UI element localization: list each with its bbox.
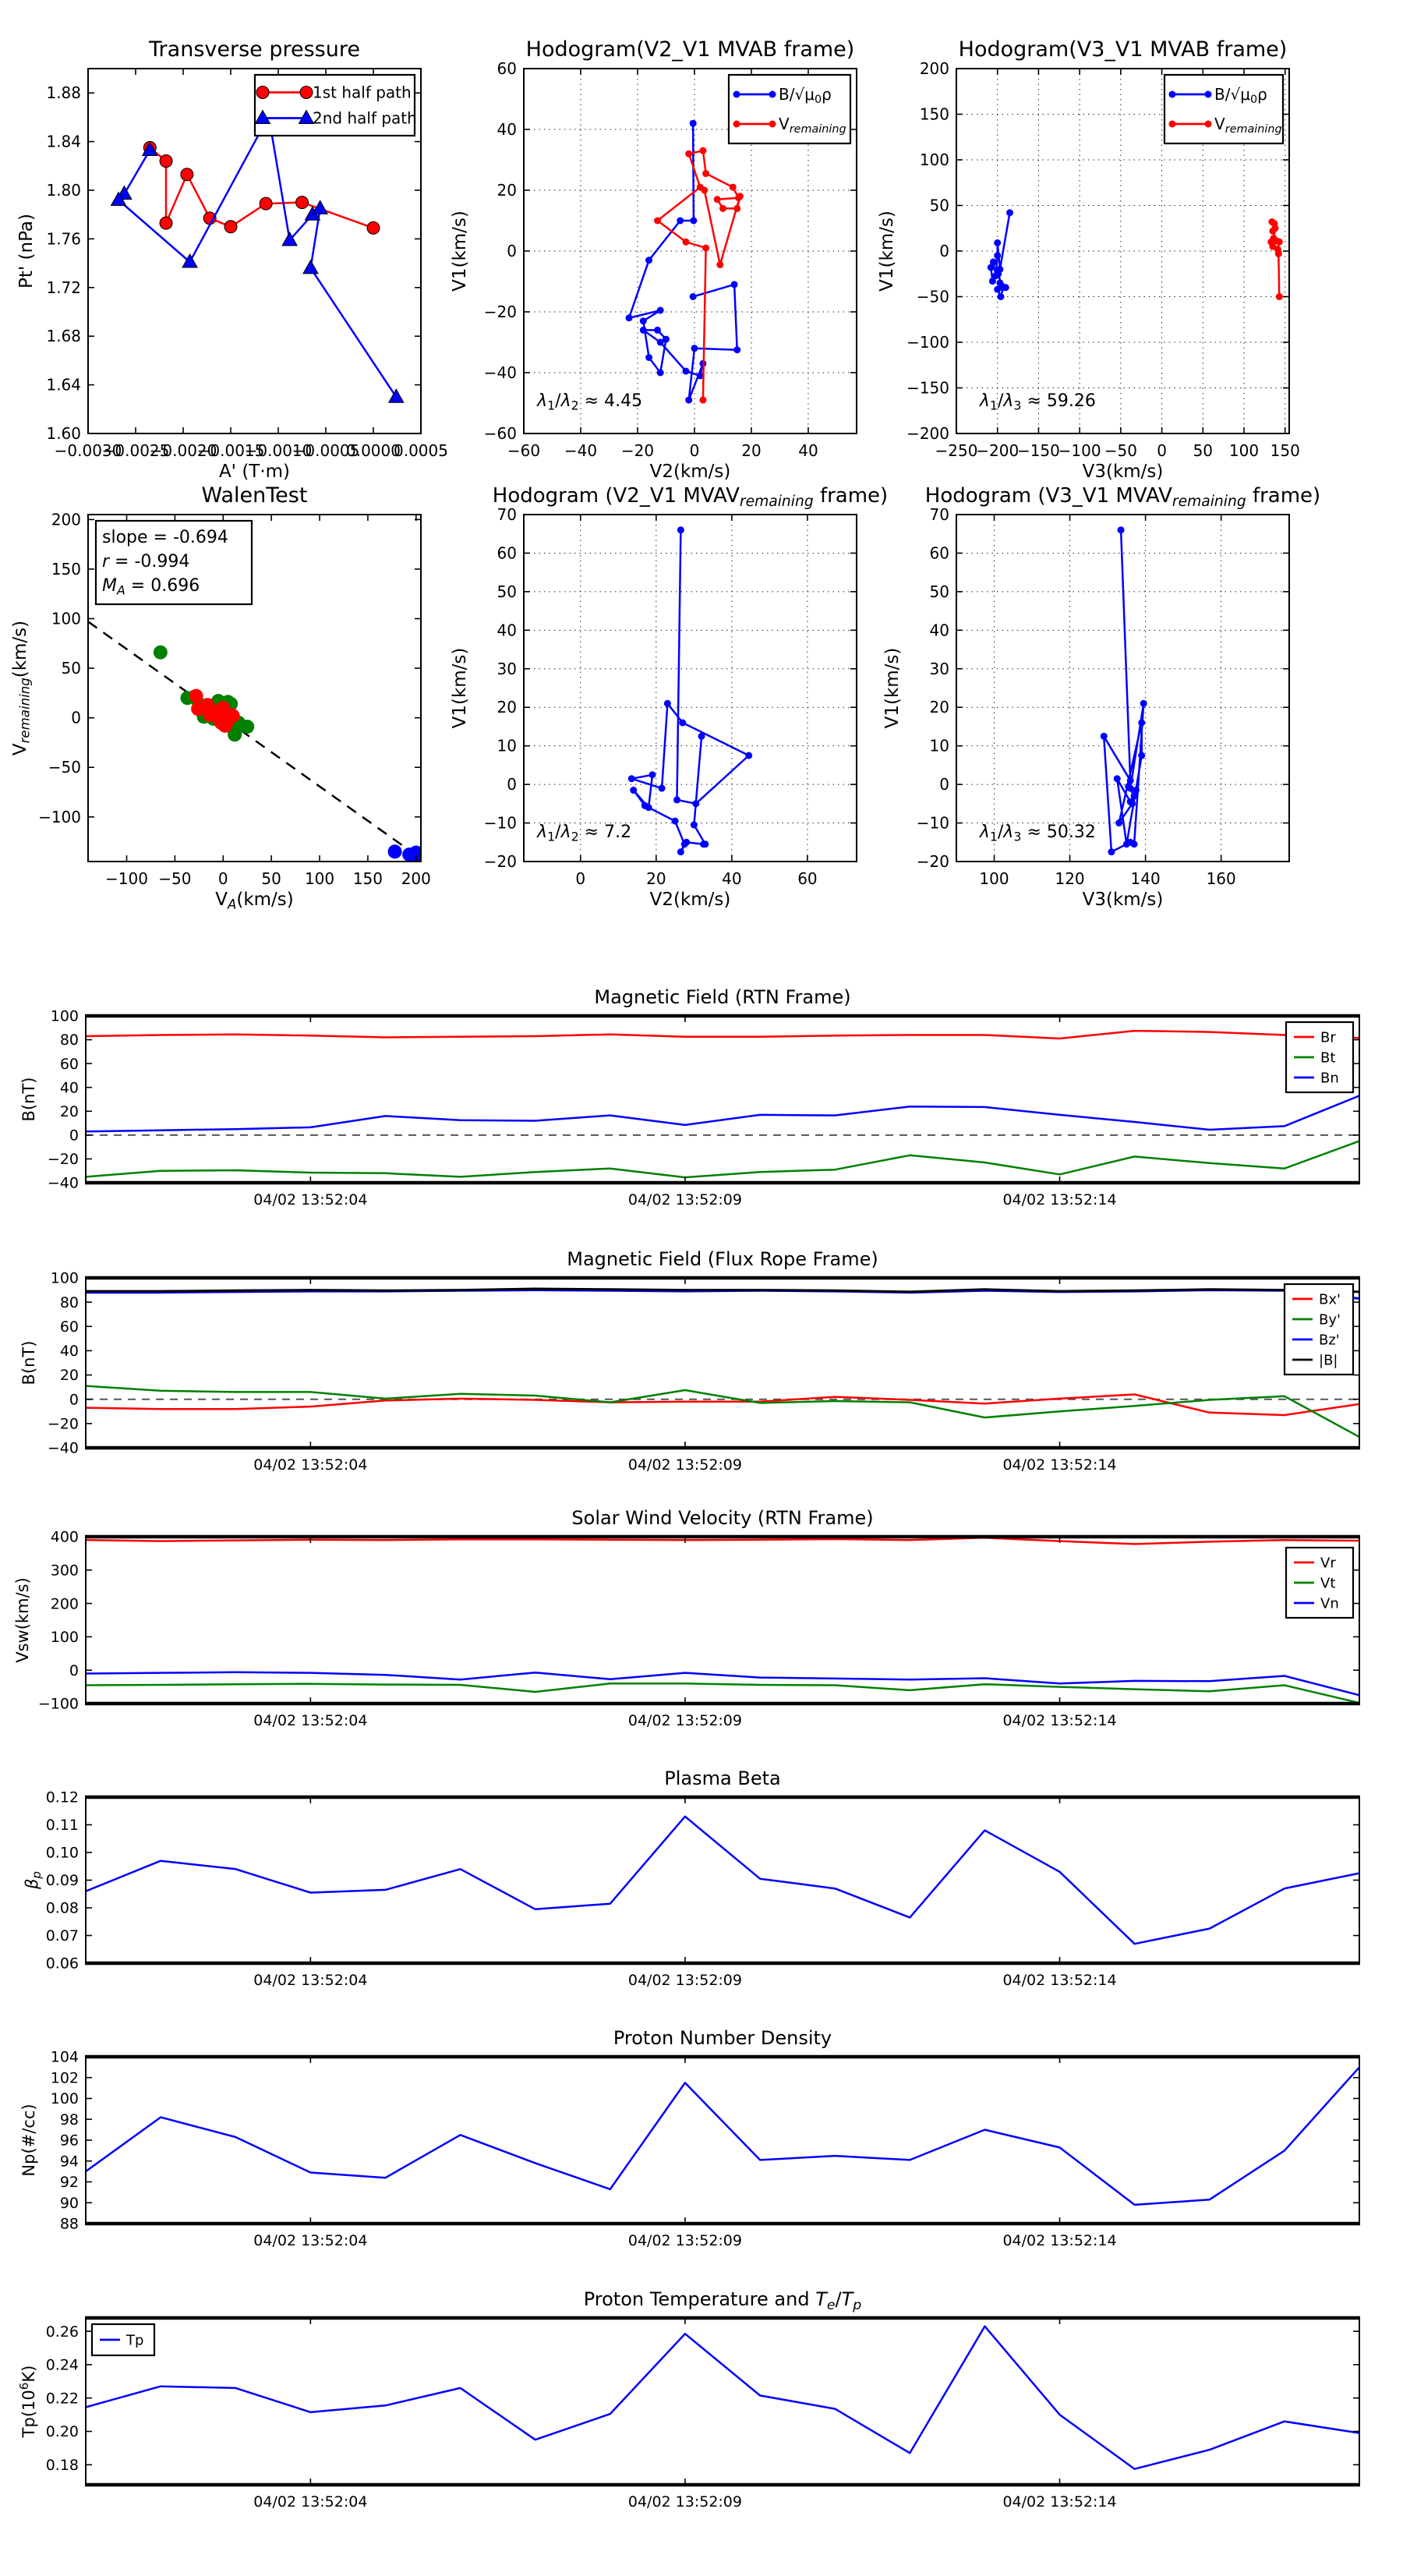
y-tick-label: 40 <box>497 621 517 640</box>
series-line-V path <box>1104 530 1143 852</box>
series-line-Np <box>86 2067 1359 2205</box>
series-line-Vr <box>86 1537 1359 1544</box>
series-group <box>988 209 1283 300</box>
axes-frame <box>86 1537 1359 1704</box>
x-axis-label: V3(km/s) <box>1082 462 1164 482</box>
y-tick-label: 10 <box>497 736 517 755</box>
y-tick-label: 0 <box>69 1391 79 1409</box>
x-axis-label: VA(km/s) <box>215 890 294 912</box>
series-line-1st half path <box>150 147 373 228</box>
y-tick-label: 0 <box>507 242 517 260</box>
y-axis-label: Vremaining(km/s) <box>10 620 33 756</box>
x-tick-label: 20 <box>646 869 666 888</box>
x-tick-label: 04/02 13:52:04 <box>253 1972 368 1989</box>
series-group <box>86 1289 1359 1437</box>
y-tick-label: 90 <box>59 2194 79 2212</box>
chart-vsw_rtn <box>13 1507 1360 1729</box>
y-axis-label: V1(km/s) <box>450 647 470 729</box>
y-tick-label: 0 <box>939 775 949 794</box>
legend <box>1285 1284 1353 1375</box>
x-tick-label: 04/02 13:52:14 <box>1002 2232 1117 2249</box>
x-tick-label: 04/02 13:52:14 <box>1002 1456 1117 1474</box>
y-tick-label: −50 <box>48 758 81 777</box>
y-tick-label: 30 <box>929 659 949 678</box>
x-tick-label: −0.0015 <box>196 441 265 460</box>
x-tick-label: 04/02 13:52:09 <box>627 1191 743 1208</box>
y-tick-label: 100 <box>50 1269 79 1287</box>
y-tick-label: 102 <box>50 2069 79 2087</box>
y-tick-label: 150 <box>51 559 81 579</box>
x-axis-label: V2(km/s) <box>649 462 731 482</box>
x-tick-label: 200 <box>401 869 431 888</box>
x-axis-label: A' (T·m) <box>218 462 291 482</box>
y-tick-label: 60 <box>497 59 517 78</box>
y-tick-label: 70 <box>497 505 517 524</box>
y-tick-label: 40 <box>59 1343 79 1361</box>
x-tick-label: 04/02 13:52:14 <box>1002 1191 1117 1208</box>
chart-b_rtn <box>19 986 1360 1208</box>
legend <box>255 75 417 136</box>
y-tick-label: 400 <box>50 1528 79 1546</box>
chart-title: Transverse pressure <box>149 37 360 62</box>
legend-label: Tp <box>126 2332 144 2349</box>
series-line-Bt <box>86 1141 1359 1178</box>
x-tick-label: 04/02 13:52:04 <box>253 1191 368 1208</box>
legend-label: Vn <box>1320 1595 1339 1612</box>
y-tick-label: 1.72 <box>46 278 81 297</box>
series-group <box>86 2327 1359 2469</box>
x-tick-label: −150 <box>1016 441 1060 460</box>
y-axis-label: B(nT) <box>19 1340 38 1385</box>
y-axis-label: V1(km/s) <box>877 211 897 292</box>
x-tick-label: 0.0005 <box>394 441 448 460</box>
legend-label: $B/√\mu_0\rho$ <box>779 85 832 106</box>
x-tick-label: 04/02 13:52:04 <box>253 1456 368 1474</box>
x-tick-label: 0 <box>217 869 228 888</box>
stats-line: r = -0.994 <box>102 552 190 571</box>
x-tick-label: 50 <box>1193 441 1214 460</box>
x-tick-label: −0.0025 <box>101 441 170 460</box>
x-tick-label: −100 <box>1058 441 1101 460</box>
y-tick-label: 80 <box>59 1293 79 1311</box>
x-tick-label: 140 <box>1130 869 1161 888</box>
y-tick-label: −20 <box>483 303 517 321</box>
series-line-Vt <box>86 1683 1359 1703</box>
series-group <box>1101 526 1147 855</box>
axes-frame <box>524 515 857 862</box>
y-tick-label: 40 <box>497 120 517 139</box>
y-tick-label: −10 <box>483 813 517 833</box>
legend-label: $B/√\mu_0\rho$ <box>1214 85 1267 106</box>
y-tick-label: 0 <box>939 242 949 260</box>
y-tick-label: −40 <box>483 363 517 382</box>
y-tick-label: 150 <box>919 104 949 124</box>
chart-title: Hodogram (V3_V1 $MVAV_{remaining}$ frame) <box>924 484 1321 511</box>
chart-transverse_pressure <box>16 37 448 482</box>
axes-frame <box>86 1278 1359 1448</box>
legend-label: Vt <box>1320 1575 1336 1592</box>
x-tick-label: 160 <box>1206 869 1236 888</box>
axes-frame <box>86 2057 1359 2224</box>
y-tick-label: 0.07 <box>45 1927 79 1945</box>
y-tick-label: 0 <box>71 708 81 727</box>
chart-title: Hodogram(V3_V1 MVAB frame) <box>958 37 1288 62</box>
y-tick-label: 0.22 <box>45 2390 79 2408</box>
x-tick-label: 0 <box>689 441 700 460</box>
x-tick-label: 100 <box>304 869 335 888</box>
y-tick-label: 1.76 <box>46 229 81 249</box>
legend-label: |B| <box>1319 1352 1338 1369</box>
y-tick-label: 0.26 <box>45 2323 79 2341</box>
legend-label: Vr <box>1320 1555 1336 1572</box>
y-tick-label: −200 <box>906 424 949 443</box>
y-axis-label: Vsw(km/s) <box>13 1577 32 1663</box>
y-tick-label: −40 <box>47 1174 79 1192</box>
y-tick-label: −10 <box>916 813 949 833</box>
y-tick-label: 1.64 <box>46 375 81 395</box>
legend-label: Bn <box>1320 1070 1339 1087</box>
x-tick-label: 04/02 13:52:04 <box>253 2493 368 2511</box>
chart-plasma_beta <box>23 1767 1360 1989</box>
y-axis-label: V1(km/s) <box>882 647 903 729</box>
y-tick-label: 0.24 <box>45 2356 79 2374</box>
series-group <box>111 108 404 402</box>
legend-label: $V_{remaining}$ <box>1214 115 1282 136</box>
chart-title: Proton Temperature and Te/Tp <box>583 2288 862 2313</box>
x-tick-label: 04/02 13:52:09 <box>627 1972 743 1989</box>
chart-hodogram_v2v1_mvav <box>450 484 888 910</box>
series-line-Br <box>86 1031 1359 1039</box>
series-line-Tp <box>86 2327 1359 2469</box>
y-tick-label: 0 <box>69 1127 79 1145</box>
chart-title: Magnetic Field (RTN Frame) <box>594 986 851 1008</box>
chart-title: Plasma Beta <box>664 1767 781 1789</box>
x-tick-label: 04/02 13:52:14 <box>1002 1972 1117 1989</box>
y-tick-label: 200 <box>919 59 949 78</box>
x-tick-label: 04/02 13:52:09 <box>627 2493 743 2511</box>
axes-frame <box>86 1016 1359 1183</box>
y-tick-label: 0 <box>507 775 517 794</box>
series-group <box>86 1817 1359 1944</box>
chart-title: Hodogram (V2_V1 $MVAV_{remaining}$ frame) <box>492 484 889 511</box>
y-tick-label: −150 <box>906 378 949 398</box>
x-tick-label: −0.0010 <box>244 441 313 460</box>
chart-hodogram_v2v1_mvab <box>450 37 857 482</box>
lambda-annotation: $\lambda_1/\lambda_3 \approx 59.26$ <box>979 391 1096 413</box>
y-tick-label: 60 <box>929 543 949 563</box>
x-tick-label: 04/02 13:52:09 <box>627 2232 743 2249</box>
y-tick-label: 40 <box>929 621 949 640</box>
x-tick-label: −100 <box>105 869 148 888</box>
stats-line: slope = -0.694 <box>102 528 228 547</box>
legend-label: $V_{remaining}$ <box>779 115 846 136</box>
legend-label: By' <box>1319 1311 1341 1329</box>
series-line-fit line <box>88 621 421 858</box>
y-axis-label: Np(#/cc) <box>19 2104 38 2177</box>
chart-hodogram_v3v1_mvab <box>877 37 1300 482</box>
x-tick-label: 150 <box>352 869 383 888</box>
y-tick-label: −60 <box>483 424 517 443</box>
y-tick-label: −20 <box>47 1151 79 1169</box>
y-tick-label: 20 <box>59 1102 79 1120</box>
y-tick-label: 98 <box>59 2111 79 2128</box>
stats-box <box>96 521 252 604</box>
series-line-Bn <box>86 1095 1359 1131</box>
x-tick-label: −0.0020 <box>149 441 217 460</box>
legend-label: Bx' <box>1319 1291 1341 1308</box>
x-tick-label: 04/02 13:52:09 <box>627 1456 743 1474</box>
x-tick-label: −0.0005 <box>292 441 360 460</box>
x-tick-label: −200 <box>976 441 1020 460</box>
series-line-By' <box>86 1386 1359 1437</box>
lambda-annotation: $\lambda_1/\lambda_2 \approx 4.45$ <box>537 391 643 413</box>
x-tick-label: −60 <box>507 441 541 460</box>
series-group <box>88 621 427 865</box>
series-group <box>86 1031 1359 1177</box>
y-tick-label: 50 <box>929 582 949 601</box>
y-tick-label: 100 <box>50 1007 79 1025</box>
y-tick-label: 20 <box>497 698 517 717</box>
series-group <box>86 2067 1359 2205</box>
y-axis-label: V1(km/s) <box>450 211 470 292</box>
legend <box>1286 1548 1353 1618</box>
stats-line: $M_A = 0.696$ <box>102 576 200 598</box>
series-group <box>628 526 752 855</box>
y-tick-label: 92 <box>59 2174 79 2192</box>
y-tick-label: 80 <box>59 1031 79 1049</box>
x-tick-label: −20 <box>620 441 655 460</box>
x-tick-label: 60 <box>797 869 818 888</box>
x-tick-label: 150 <box>1270 441 1300 460</box>
y-tick-label: 94 <box>59 2153 79 2171</box>
chart-b_fluxrope <box>19 1248 1360 1474</box>
y-tick-label: 70 <box>929 505 949 524</box>
y-tick-label: 20 <box>929 698 949 717</box>
x-tick-label: −40 <box>564 441 598 460</box>
x-tick-label: 100 <box>979 869 1009 888</box>
y-axis-label: Pt' (nPa) <box>16 214 37 288</box>
x-tick-label: 04/02 13:52:04 <box>253 2232 368 2249</box>
y-tick-label: −50 <box>916 287 949 306</box>
y-tick-label: −100 <box>906 333 949 352</box>
x-tick-label: 40 <box>798 441 818 460</box>
axes-frame <box>86 1797 1359 1963</box>
y-tick-label: 20 <box>59 1367 79 1385</box>
y-tick-label: 60 <box>59 1318 79 1336</box>
y-tick-label: 10 <box>929 736 949 755</box>
legend-label: 2nd half path <box>313 108 417 128</box>
y-tick-label: −20 <box>916 852 949 871</box>
y-tick-label: 0.11 <box>45 1817 79 1835</box>
y-tick-label: 104 <box>50 2048 79 2066</box>
lambda-annotation: $\lambda_1/\lambda_3 \approx 50.32$ <box>979 822 1096 844</box>
y-tick-label: 30 <box>497 659 517 678</box>
y-tick-label: 100 <box>50 2090 79 2108</box>
x-tick-label: −250 <box>935 441 978 460</box>
y-tick-label: 60 <box>59 1055 79 1073</box>
y-tick-label: 200 <box>51 510 81 529</box>
x-axis-label: V2(km/s) <box>649 890 731 910</box>
y-tick-label: 50 <box>497 582 517 601</box>
x-tick-label: 04/02 13:52:14 <box>1002 2493 1117 2511</box>
x-tick-label: 04/02 13:52:14 <box>1002 1712 1117 1729</box>
legend <box>1286 1022 1353 1092</box>
legend <box>729 75 850 143</box>
y-tick-label: 100 <box>51 609 81 628</box>
x-tick-label: −50 <box>158 869 192 888</box>
legend <box>92 2324 154 2355</box>
y-tick-label: 0.06 <box>45 1955 79 1973</box>
chart-title: Hodogram(V2_V1 MVAB frame) <box>525 37 855 62</box>
y-tick-label: 0.08 <box>45 1899 79 1917</box>
lambda-annotation: $\lambda_1/\lambda_2 \approx 7.2$ <box>537 822 632 844</box>
legend-label: Bz' <box>1319 1332 1340 1349</box>
series-line-Bx' <box>86 1395 1359 1416</box>
x-tick-label: 20 <box>741 441 762 460</box>
x-tick-label: 100 <box>1228 441 1260 460</box>
series-group <box>86 1537 1359 1703</box>
y-tick-label: 1.68 <box>46 327 81 346</box>
chart-title: Proton Number Density <box>613 2027 832 2049</box>
y-axis-label: $Tp(10^6K)$ <box>17 2365 38 2438</box>
x-tick-label: 40 <box>722 869 742 888</box>
y-tick-label: −40 <box>47 1439 79 1457</box>
x-tick-label: 120 <box>1055 869 1085 888</box>
y-tick-label: 0.20 <box>45 2423 79 2441</box>
y-tick-label: 1.88 <box>46 83 81 103</box>
chart-hodogram_v3v1_mvav <box>882 484 1320 910</box>
y-tick-label: 50 <box>61 659 81 678</box>
x-tick-label: 50 <box>261 869 281 888</box>
series-group <box>626 120 744 404</box>
y-axis-label: B(nT) <box>19 1077 38 1122</box>
y-axis-label: $\beta_p$ <box>23 1871 44 1889</box>
y-tick-label: 60 <box>497 543 517 563</box>
legend <box>1164 75 1283 143</box>
y-tick-label: −100 <box>37 1695 79 1713</box>
y-tick-label: 0.10 <box>45 1844 79 1862</box>
y-tick-label: 50 <box>929 196 949 215</box>
y-tick-label: 96 <box>59 2132 79 2150</box>
y-tick-label: 0.09 <box>45 1872 79 1890</box>
y-tick-label: 40 <box>59 1079 79 1097</box>
y-tick-label: 1.80 <box>46 181 81 200</box>
legend-label: 1st half path <box>313 83 412 102</box>
x-tick-label: 0 <box>1157 441 1167 460</box>
series-line-beta_p <box>86 1817 1359 1944</box>
y-tick-label: 1.84 <box>46 132 81 151</box>
chart-title: Magnetic Field (Flux Rope Frame) <box>567 1248 878 1270</box>
x-tick-label: 0.0000 <box>346 441 401 460</box>
y-tick-label: 88 <box>59 2215 79 2233</box>
x-tick-label: 0 <box>575 869 586 888</box>
y-tick-label: 100 <box>50 1629 79 1647</box>
y-tick-label: −100 <box>38 807 81 826</box>
y-tick-label: 0 <box>69 1661 79 1679</box>
y-tick-label: −20 <box>47 1415 79 1433</box>
legend-label: Bt <box>1320 1049 1336 1067</box>
x-tick-label: 04/02 13:52:04 <box>253 1712 368 1729</box>
legend-label: Br <box>1320 1029 1336 1046</box>
y-tick-label: 20 <box>497 181 517 200</box>
y-tick-label: 0.18 <box>45 2456 79 2474</box>
x-tick-label: −0.0030 <box>54 441 122 460</box>
chart-tp_temperature <box>17 2288 1360 2511</box>
y-tick-label: 200 <box>50 1595 79 1613</box>
y-tick-label: 300 <box>50 1562 79 1580</box>
chart-walen_test <box>10 483 431 912</box>
y-tick-label: 0.12 <box>45 1789 79 1806</box>
x-axis-label: V3(km/s) <box>1082 890 1164 910</box>
series-line-V path <box>631 530 748 852</box>
x-tick-label: 04/02 13:52:09 <box>627 1712 743 1729</box>
x-tick-label: −50 <box>1104 441 1137 460</box>
y-tick-label: 1.60 <box>46 424 81 443</box>
chart-title: Solar Wind Velocity (RTN Frame) <box>571 1507 874 1529</box>
chart-title: WalenTest <box>201 483 308 508</box>
y-tick-label: 100 <box>919 150 949 169</box>
chart-np_density <box>19 2027 1360 2249</box>
y-tick-label: −20 <box>483 852 517 871</box>
